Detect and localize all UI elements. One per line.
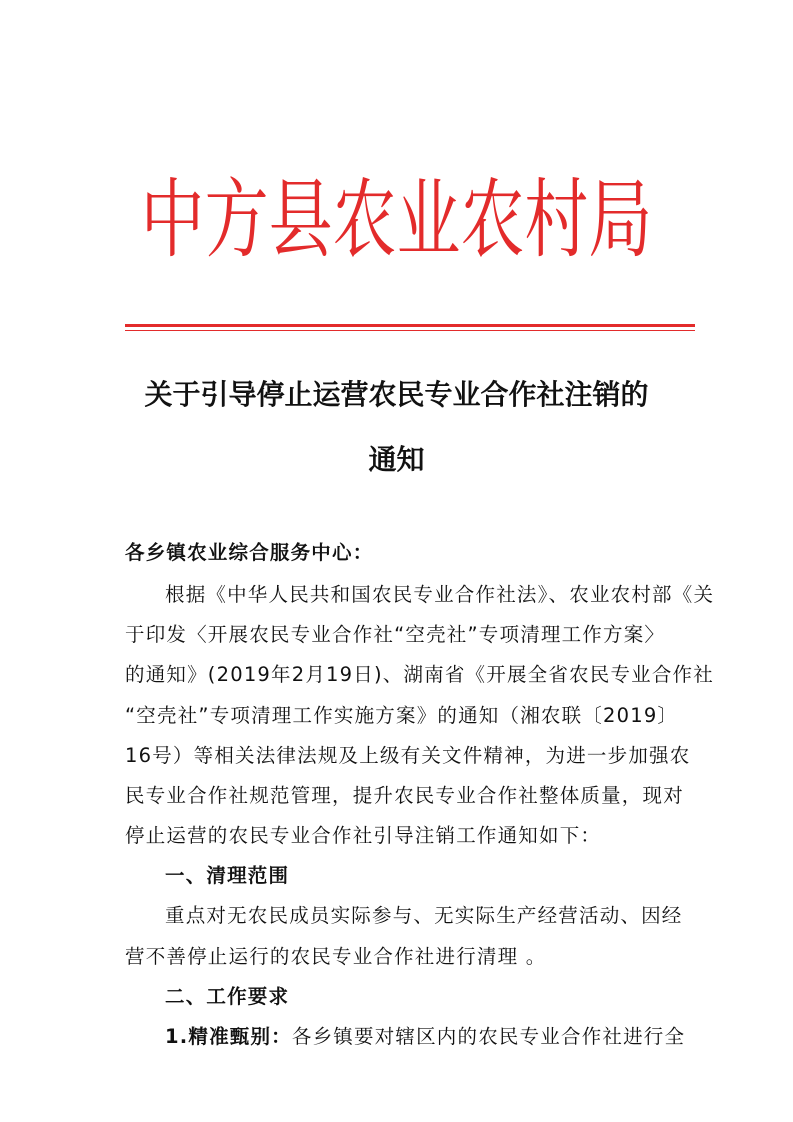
item1-text: 各乡镇要对辖区内的农民专业合作社进行全 [291,1025,686,1048]
paragraph-line: “空壳社”专项清理工作实施方案》的通知（湘农联〔2019〕 [125,704,679,727]
header-divider-thin [125,330,695,331]
document-title-line1: 关于引导停止运营农民专业合作社注销的 [144,378,649,411]
header-divider-thick [125,324,695,327]
item1-label: 1.精准甄别： [165,1025,292,1048]
paragraph-line: 于印发〈开展农民专业合作社“空壳社”专项清理工作方案〉 [125,623,666,646]
paragraph-line: 营不善停止运行的农民专业合作社进行清理 。 [125,945,547,968]
paragraph-line: 民专业合作社规范管理，提升农民专业合作社整体质量，现对 [125,784,684,807]
paragraph-line: 根据《中华人民共和国农民专业合作社法》、农业农村部《关 [165,583,715,606]
agency-header: 中方县农业农村局 [140,170,653,270]
addressee: 各乡镇农业综合服务中心： [125,541,374,564]
paragraph-line: 16号）等相关法律法规及上级有关文件精神，为进一步加强农 [125,744,691,767]
paragraph-line: 停止运营的农民专业合作社引导注销工作通知如下： [125,824,602,847]
paragraph-line: 的通知》(2019年2月19日)、湖南省《开展全省农民专业合作社 [125,663,714,686]
document-title-line2: 通知 [368,443,425,476]
item1-line [165,1021,685,1049]
section1-heading: 一、清理范围 [165,864,290,887]
section2-heading: 二、工作要求 [165,985,290,1008]
paragraph-line: 重点对无农民成员实际参与、无实际生产经营活动、因经 [165,904,683,927]
